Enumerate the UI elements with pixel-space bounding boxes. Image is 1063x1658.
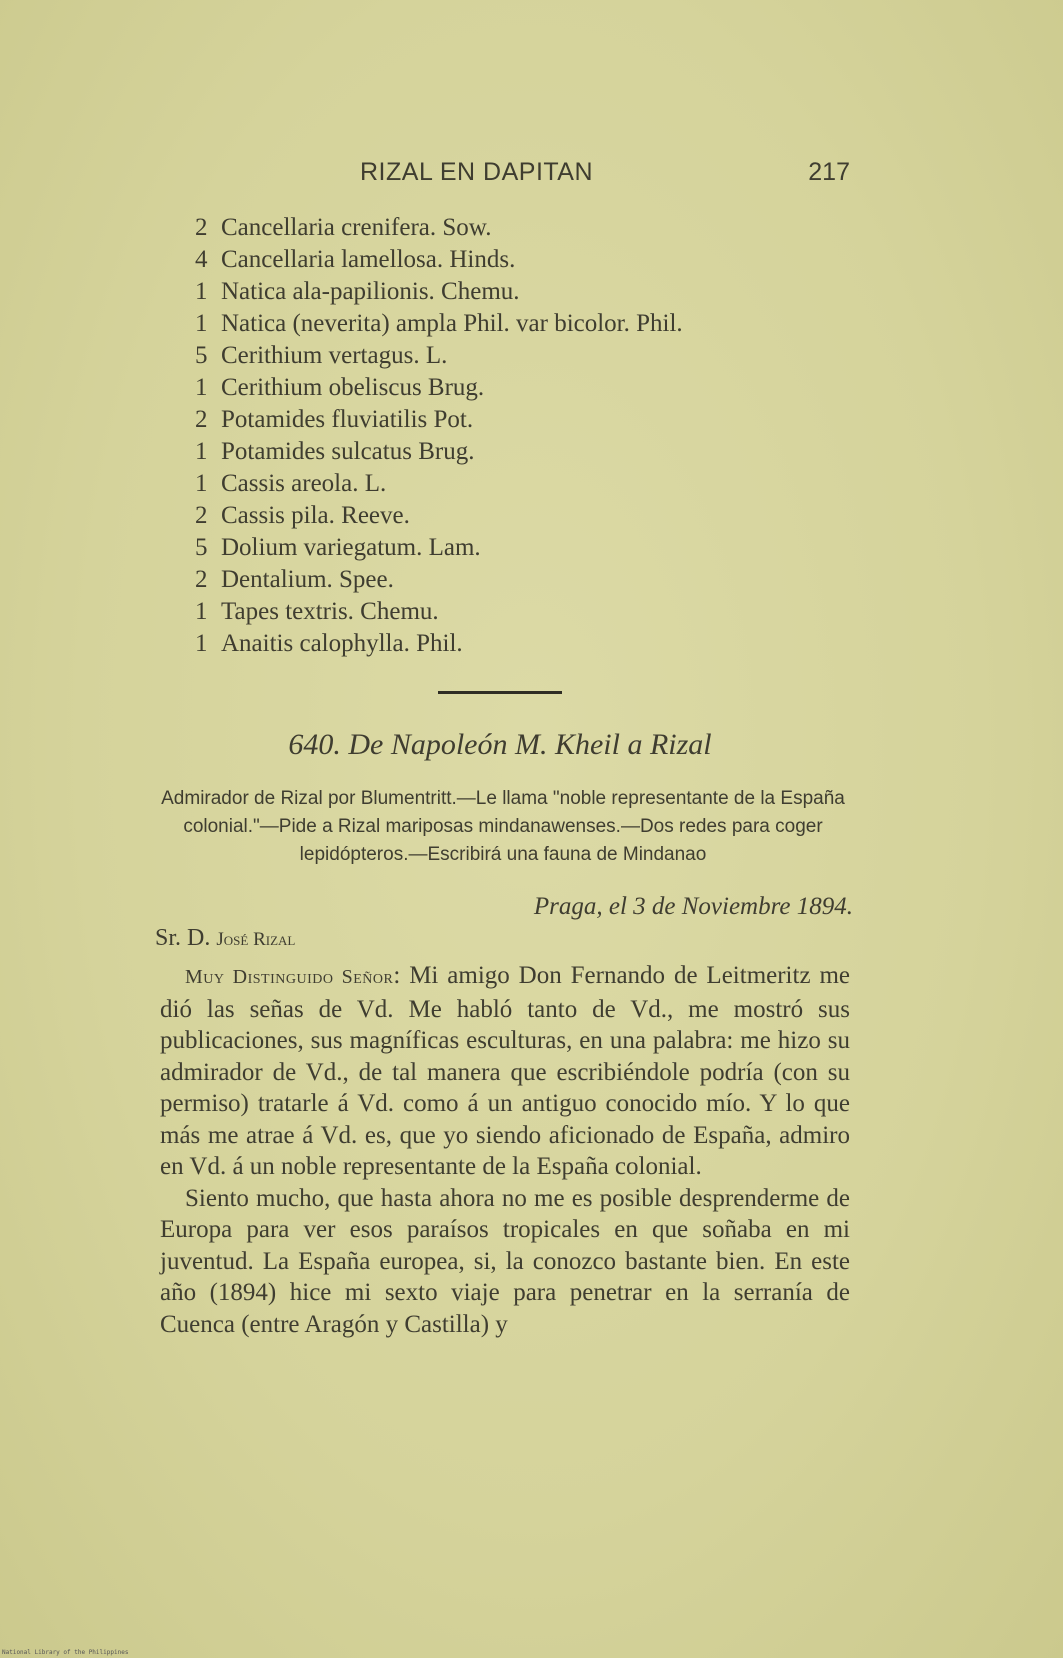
species-name: Cancellaria lamellosa. Hinds. <box>221 246 516 273</box>
species-name: Dolium variegatum. Lam. <box>221 534 481 561</box>
list-item <box>195 308 835 340</box>
letter-body <box>160 960 850 1340</box>
page-number: 217 <box>808 158 850 186</box>
species-quantity: 5 <box>195 534 208 561</box>
species-list <box>195 212 835 660</box>
species-name: Anaitis calophylla. Phil. <box>221 630 463 657</box>
list-item <box>195 436 835 468</box>
species-name: Cassis areola. L. <box>221 470 387 497</box>
list-item <box>195 276 835 308</box>
species-quantity: 1 <box>195 630 208 657</box>
footer-credit: National Library of the Philippines <box>2 1649 129 1656</box>
species-name: Cancellaria crenifera. Sow. <box>221 214 492 241</box>
salutation-prefix: Sr. D. <box>155 925 211 951</box>
species-quantity: 4 <box>195 246 208 273</box>
page-header <box>150 158 850 194</box>
species-quantity: 1 <box>195 598 208 625</box>
species-quantity: 1 <box>195 310 208 337</box>
salutation-name: José Rizal <box>216 929 296 950</box>
list-item <box>195 596 835 628</box>
species-quantity: 2 <box>195 566 208 593</box>
list-item <box>195 372 835 404</box>
species-quantity: 2 <box>195 502 208 529</box>
letter-summary: Admirador de Rizal por Blumentritt.—Le llama "noble representante de la España colonial."—Pide a Rizal mariposas mindanawenses.—Dos redes para coger lepidópteros.—Escribirá una fauna de Mindanao <box>161 788 845 865</box>
list-item <box>195 244 835 276</box>
species-name: Potamides sulcatus Brug. <box>221 438 475 465</box>
paragraph <box>160 960 850 1183</box>
paragraph-1-text: : Mi amigo Don Fernando de Leitmeritz me dió las señas de Vd. Me habló tanto de Vd., me mostró sus publicaciones, sus magníficas esculturas, en una palabra: me hizo su admirador de Vd., de tal manera que escribiéndole podría (con su permiso) tratarle á Vd. como á un antiguo conocido mío. Y lo que más me atrae á Vd. es, que yo siendo aficionado de España, admiro en Vd. á un noble representante de la España colonial. <box>160 962 850 1180</box>
species-name: Cassis pila. Reeve. <box>221 502 410 529</box>
letter-dateline: Praga, el 3 de Noviembre 1894. <box>533 893 853 920</box>
species-quantity: 5 <box>195 342 208 369</box>
list-item <box>195 532 835 564</box>
list-item <box>195 564 835 596</box>
list-item <box>195 628 835 660</box>
species-name: Tapes textris. Chemu. <box>221 598 439 625</box>
paragraph-2-text: Siento mucho, que hasta ahora no me es posible desprenderme de Europa para ver esos paraísos tropicales en que soñaba en mi juventud. La España europea, si, la conozco bastante bien. En este año (1894) hice mi sexto viaje para penetrar en la serranía de Cuenca (entre Aragón y Castilla) y <box>160 1184 850 1338</box>
list-item <box>195 212 835 244</box>
list-item <box>195 500 835 532</box>
paragraph <box>160 1183 850 1341</box>
species-name: Natica (neverita) ampla Phil. var bicolor. Phil. <box>221 310 683 337</box>
species-quantity: 2 <box>195 406 208 433</box>
section-divider <box>438 691 562 694</box>
species-name: Natica ala-papilionis. Chemu. <box>221 278 520 305</box>
species-quantity: 1 <box>195 374 208 401</box>
list-item <box>195 404 835 436</box>
greeting: Muy Distinguido Señor <box>185 966 394 988</box>
species-quantity: 1 <box>195 278 208 305</box>
species-name: Cerithium obeliscus Brug. <box>221 374 485 401</box>
species-name: Dentalium. Spee. <box>221 566 394 593</box>
list-item <box>195 340 835 372</box>
species-quantity: 2 <box>195 214 208 241</box>
species-quantity: 1 <box>195 438 208 465</box>
species-name: Cerithium vertagus. L. <box>221 342 448 369</box>
species-quantity: 1 <box>195 470 208 497</box>
salutation <box>155 925 295 952</box>
running-title: RIZAL EN DAPITAN <box>360 158 594 186</box>
species-name: Potamides fluviatilis Pot. <box>221 406 474 433</box>
list-item <box>195 468 835 500</box>
letter-title: 640. De Napoleón M. Kheil a Rizal <box>288 728 712 761</box>
